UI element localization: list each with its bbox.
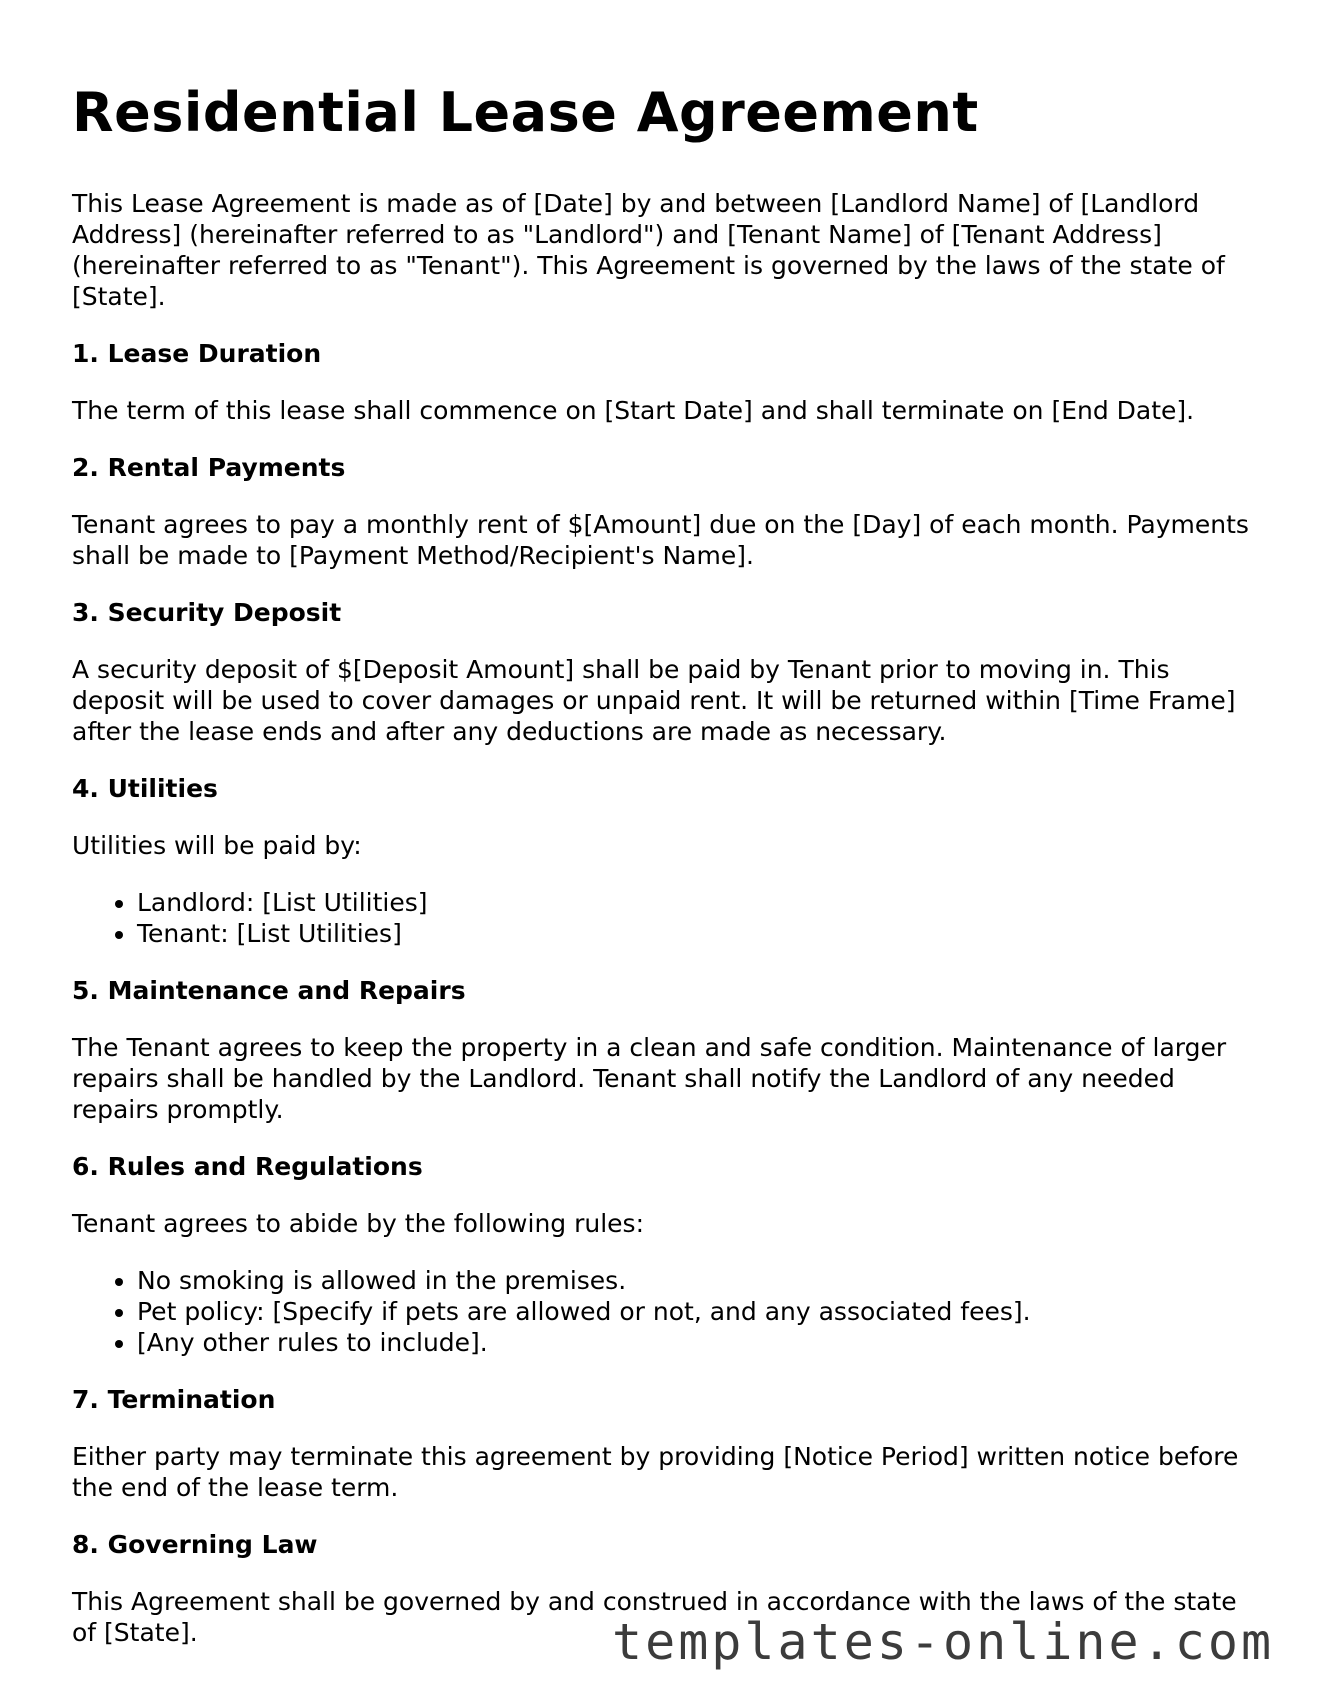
document-page (72, 80, 1252, 1674)
utilities-list (72, 887, 1252, 949)
section-heading: 3. Security Deposit (72, 598, 342, 627)
section-utilities (72, 773, 1252, 949)
section-lease-duration (72, 338, 1252, 426)
section-text: This Agreement shall be governed by and construed in accordance with the laws of the state of [State]. (72, 1587, 1237, 1647)
list-item: • Tenant: [List Utilities] (137, 918, 1252, 949)
section-maintenance-repairs (72, 975, 1252, 1125)
section-heading: 2. Rental Payments (72, 453, 346, 482)
section-rental-payments (72, 452, 1252, 571)
section-text: Either party may terminate this agreement by providing [Notice Period] written notice before the end of the lease term. (72, 1442, 1239, 1502)
section-heading: 5. Maintenance and Repairs (72, 976, 466, 1005)
section-text: A security deposit of $[Deposit Amount] shall be paid by Tenant prior to moving in. This deposit will be used to cover damages or unpaid rent. It will be returned within [Time Frame] after the lease ends and after any deductions are made as necessary. (72, 655, 1236, 746)
watermark: templates-online.com (612, 1613, 1275, 1671)
section-heading: 7. Termination (72, 1385, 276, 1414)
section-rules-regulations (72, 1151, 1252, 1358)
document-title: Residential Lease Agreement (72, 81, 979, 144)
list-item: • Pet policy: [Specify if pets are allowed or not, and any associated fees]. (137, 1296, 1252, 1327)
section-text: The Tenant agrees to keep the property in a clean and safe condition. Maintenance of larger repairs shall be handled by the Landlord. Tenant shall notify the Landlord of any needed repairs promptly. (72, 1033, 1227, 1124)
section-termination (72, 1384, 1252, 1503)
section-text: The term of this lease shall commence on [Start Date] and shall terminate on [End Date]. (72, 396, 1195, 425)
list-item: • [Any other rules to include]. (137, 1327, 1252, 1358)
list-item: • Landlord: [List Utilities] (137, 887, 1252, 918)
section-text: Utilities will be paid by: (72, 831, 362, 860)
intro-paragraph: This Lease Agreement is made as of [Date] by and between [Landlord Name] of [Landlord Address] (hereinafter referred to as "Landlord") and [Tenant Name] of [Tenant Address] (hereinafter referred to as "Tenant"). This Agreement is governed by the laws of the state of [State]. (72, 189, 1225, 311)
section-heading: 4. Utilities (72, 774, 218, 803)
section-text: Tenant agrees to abide by the following rules: (72, 1209, 645, 1238)
section-heading: 8. Governing Law (72, 1530, 318, 1559)
section-heading: 6. Rules and Regulations (72, 1152, 423, 1181)
section-text: Tenant agrees to pay a monthly rent of $[Amount] due on the [Day] of each month. Payments shall be made to [Payment Method/Recipient's Name]. (72, 510, 1249, 570)
list-item: • No smoking is allowed in the premises. (137, 1265, 1252, 1296)
rules-list (72, 1265, 1252, 1358)
section-security-deposit (72, 597, 1252, 747)
section-heading: 1. Lease Duration (72, 339, 322, 368)
